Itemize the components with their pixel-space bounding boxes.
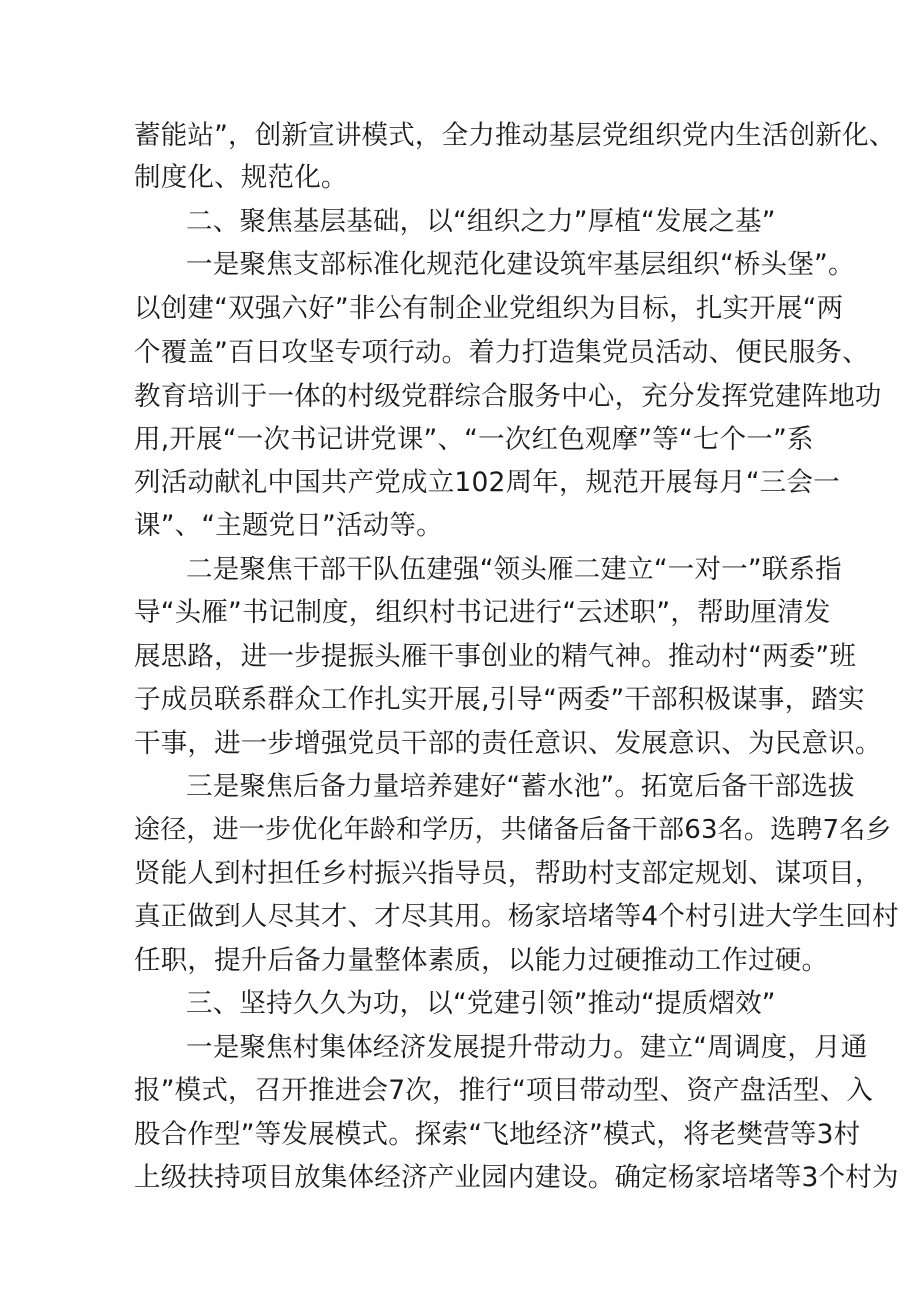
text-line: 课”、“主题党日”活动等。: [134, 510, 443, 541]
text-line: 股合作型”等发展模式。探索“飞地经济”模式，将老樊营等3村: [134, 1119, 861, 1150]
section-heading: 三、坚持久久为功，以“党建引领”推动“提质熠效”: [186, 988, 776, 1019]
text-line: 真正做到人尽其才、才尽其用。杨家培堵等4个村引进大学生回村: [134, 901, 899, 932]
paragraph-lead: 一是聚焦村集体经济发展提升带动力。建立“周调度，月通: [186, 1032, 868, 1063]
text-line: 贤能人到村担任乡村振兴指导员，帮助村支部定规划、谋项目，: [134, 858, 882, 889]
text-line: 以创建“双强六好”非公有制企业党组织为目标，扎实开展“两: [134, 293, 844, 324]
text-line: 导“头雁”书记制度，组织村书记进行“云述职”，帮助厘清发: [134, 597, 831, 628]
text-line: 制度化、规范化。: [134, 162, 348, 193]
text-line: 列活动献礼中国共产党成立102周年，规范开展每月“三会一: [134, 467, 840, 498]
text-line: 途径，进一步优化年龄和学历，共储备后备干部63名。选聘7名乡: [134, 815, 892, 845]
paragraph-lead: 一是聚焦支部标准化规范化建设筑牢基层组织“桥头堡”。: [186, 249, 855, 280]
text-line: 蓄能站”，创新宣讲模式，全力推动基层党组织党内生活创新化、: [134, 120, 896, 151]
section-heading: 二、聚焦基层基础，以“组织之力”厚植“发展之基”: [186, 206, 776, 237]
paragraph-lead: 二是聚焦干部干队伍建强“领头雁二建立“一对一”联系指: [186, 554, 842, 585]
text-line: 用,开展“一次书记讲党课”、“一次红色观摩”等“七个一”系: [134, 424, 814, 455]
paragraph-lead: 三是聚焦后备力量培养建好“蓄水池”。拓宽后备干部选拔: [186, 771, 855, 802]
text-line: 个覆盖”百日攻坚专项行动。着力打造集党员活动、便民服务、: [134, 337, 869, 368]
text-line: 教育培训于一体的村级党群综合服务中心，充分发挥党建阵地功: [134, 381, 882, 412]
text-line: 子成员联系群众工作扎实开展,引导“两委”干部积极谋事，踏实: [134, 684, 865, 715]
text-line: 上级扶持项目放集体经济产业园内建设。确定杨家培堵等3个村为: [134, 1162, 899, 1193]
text-line: 干事，进一步增强党员干部的责任意识、发展意识、为民意识。: [134, 728, 882, 759]
text-line: 任职，提升后备力量整体素质，以能力过硬推动工作过硬。: [134, 945, 829, 976]
text-line: 展思路，进一步提振头雁干事创业的精气神。推动村“两委”班: [134, 641, 857, 672]
text-line: 报”模式，召开推进会7次，推行“项目带动型、资产盘活型、入: [134, 1075, 874, 1106]
